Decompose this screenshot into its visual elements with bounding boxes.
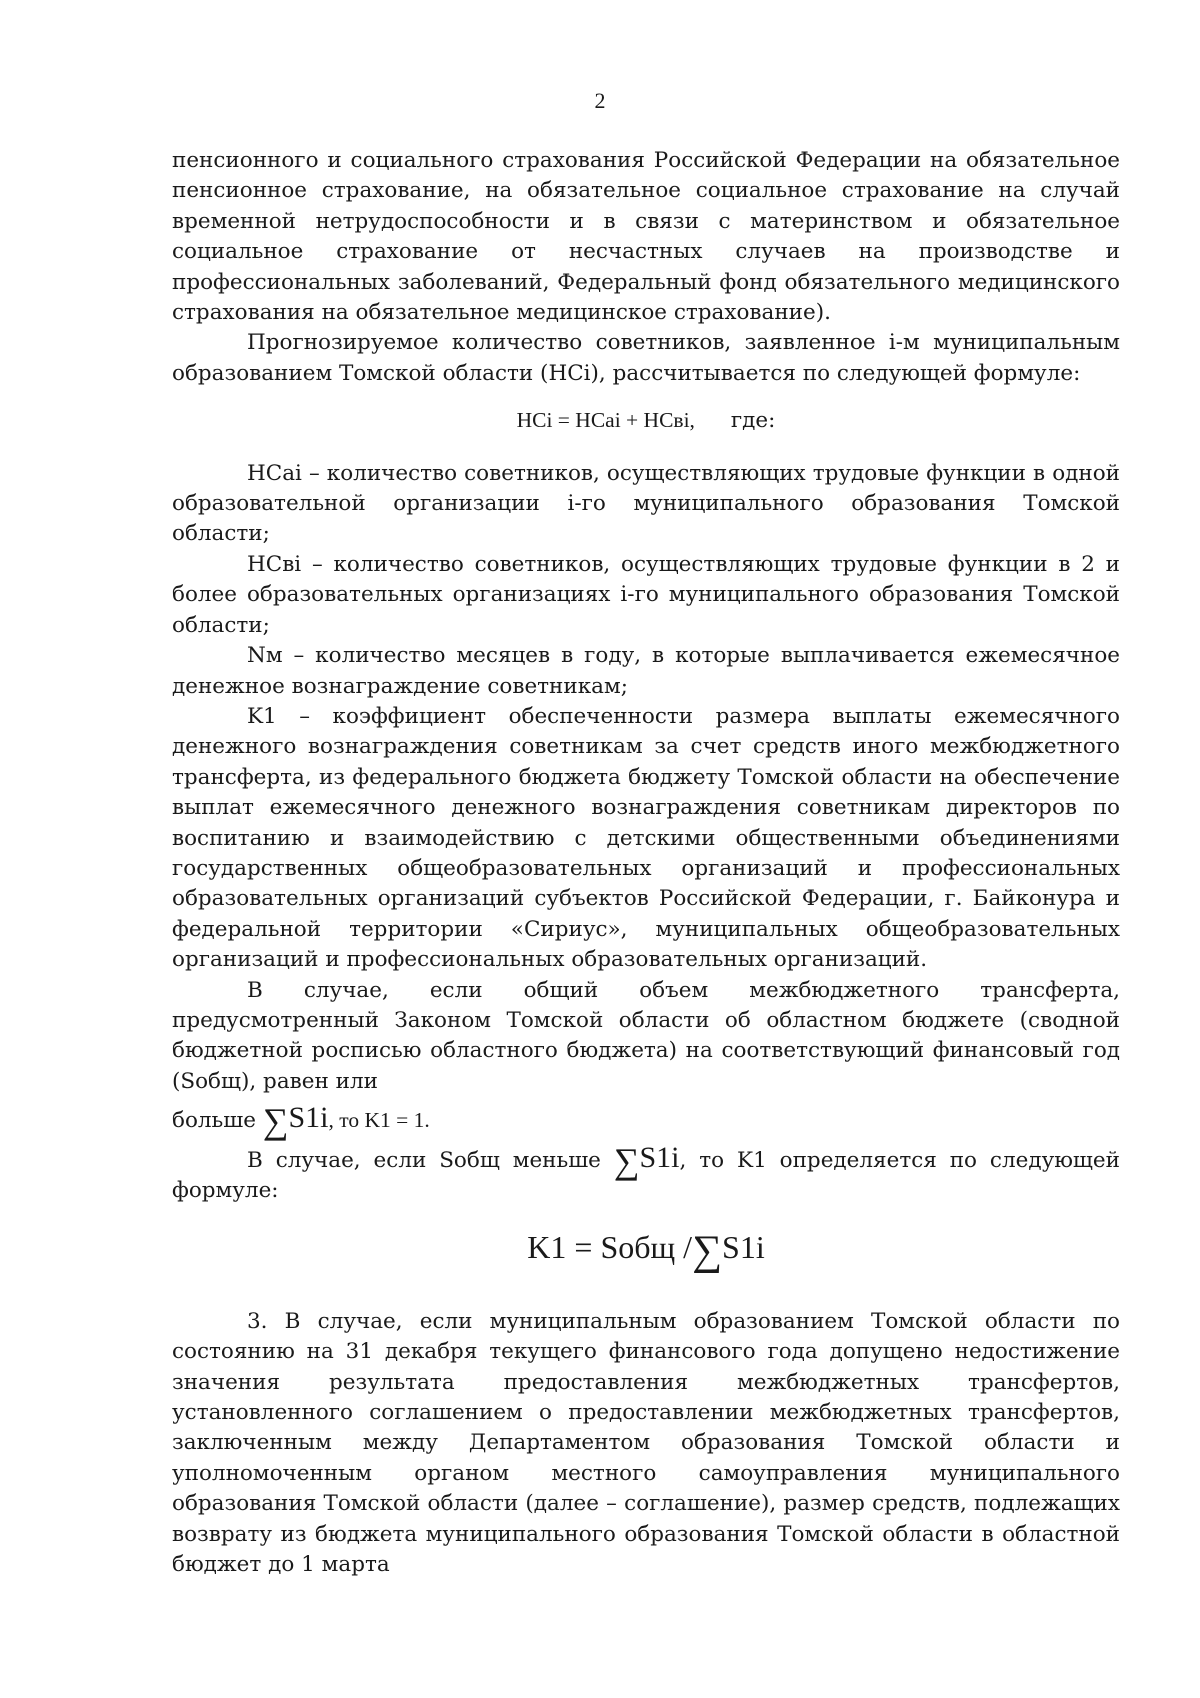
- paragraph: НСаi – количество советников, осуществляющих трудовые функции в одной образовательной организации i-го муниципального образования Томской области;: [172, 460, 1120, 547]
- paragraph: Прогнозируемое количество советников, заявленное i-м муниципальным образованием Томской области (НСi), рассчитывается по следующей формуле:: [172, 330, 1120, 386]
- paragraph-sum-condition: [172, 1101, 1120, 1142]
- sigma-symbol: ∑: [613, 1140, 640, 1181]
- formula-nsi: [172, 405, 1120, 436]
- document-body: [172, 146, 1120, 1580]
- sum-condition-suffix: , то K1 = 1.: [328, 1108, 430, 1133]
- less-condition-suffix: , то K1 определяется по следующей: [679, 1147, 1120, 1173]
- formula-k1-left: K1 = Sобщ /: [527, 1229, 693, 1266]
- sum-condition-prefix: больше: [172, 1108, 256, 1134]
- paragraph: Nм – количество месяцев в году, в которые выплачивается ежемесячное денежное вознаграждение советникам;: [172, 643, 1120, 699]
- paragraph-less-condition: [172, 1140, 1120, 1181]
- paragraph: НСвi – количество советников, осуществляющих трудовые функции в 2 и более образовательных организациях i-го муниципального образования Томской области;: [172, 551, 1120, 638]
- formula-k1-right: S1i: [722, 1229, 765, 1266]
- s1i-term: S1i: [639, 1140, 680, 1174]
- paragraph: K1 – коэффициент обеспеченности размера выплаты ежемесячного денежного вознаграждения советникам за счет средств иного межбюджетного трансферта, из федерального бюджета бюджету Томской области на обеспечение выплат ежемесячного денежного вознаграждения советникам директоров по воспитанию и взаимодействию с детскими общественными объединениями государственных общеобразовательных организаций и профессиональных образовательных организаций субъектов Российской Федерации, г. Байконура и федеральной территории «Сириус», муниципальных общеобразовательных организаций и профессиональных образовательных организаций.: [172, 703, 1120, 973]
- paragraph: В случае, если общий объем межбюджетного трансферта, предусмотренный Законом Томской области об областном бюджете (сводной бюджетной росписью областного бюджета) на соответствующий финансовый год (Sобщ), равен или: [172, 977, 1120, 1094]
- page-number: 2: [594, 88, 606, 113]
- s1i-term: S1i: [288, 1101, 329, 1135]
- formula-k1: [172, 1228, 1120, 1275]
- formula-nsi-expression: НСi = НСаi + НСвi,: [516, 408, 695, 433]
- paragraph-formula-intro: формуле:: [172, 1178, 279, 1203]
- formula-where-label: где:: [730, 408, 776, 434]
- sigma-symbol: ∑: [262, 1101, 289, 1142]
- sigma-symbol: ∑: [692, 1228, 723, 1275]
- paragraph: пенсионного и социального страхования Российской Федерации на обязательное пенсионное страхование, на обязательное социальное страхование на случай временной нетрудоспособности и в связи с материнством и обязательное социальное страхование от несчастных случаев на производстве и профессиональных заболеваний, Федеральный фонд обязательного медицинского страхования на обязательное медицинское страхование).: [172, 148, 1120, 326]
- paragraph: 3. В случае, если муниципальным образованием Томской области по состоянию на 31 декабря текущего финансового года допущено недостижение значения результата предоставления межбюджетных трансфертов, установленного соглашением о предоставлении межбюджетных трансфертов, заключенным между Департаментом образования Томской области и уполномоченным органом местного самоуправления муниципального образования Томской области (далее – соглашение), размер средств, подлежащих возврату из бюджета муниципального образования Томской области в областной бюджет до 1 марта: [172, 1308, 1120, 1578]
- less-condition-prefix: В случае, если Sобщ меньше: [247, 1147, 601, 1173]
